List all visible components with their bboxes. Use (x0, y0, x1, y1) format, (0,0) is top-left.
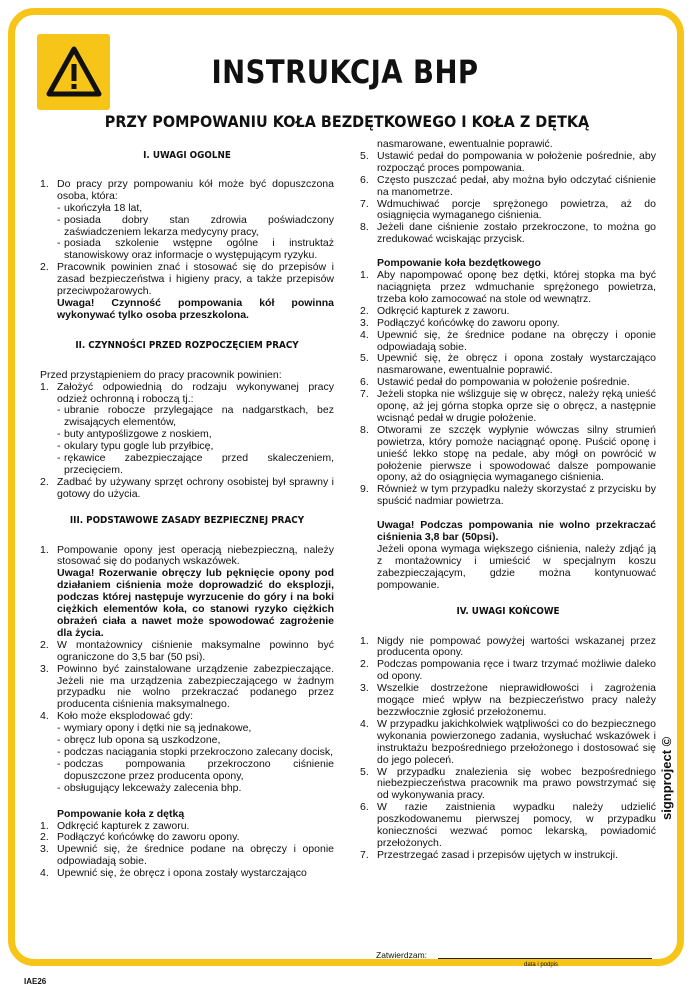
item-number: 3. (360, 316, 369, 329)
page-subtitle: PRZY POMPOWANIU KOŁA BEZDĘTKOWEGO I KOŁA Z DĘTKĄ (104, 112, 590, 131)
sub-item-text: podczas pompowania przekroczono ciśnienie dopuszczone przez producenta opony, (64, 757, 334, 782)
item-number: 9. (360, 483, 369, 496)
list-item (40, 640, 334, 664)
list-item (360, 802, 656, 850)
item-text: Założyć odpowiednią do rodzaju wykonywanej pracy odzież ochronną i roboczą tj.: (57, 380, 334, 405)
list-item (40, 868, 334, 880)
list-item (360, 222, 656, 246)
item-text: Często puszczać pedał, aby można było odczytać ciśnienie na manometrze. (377, 173, 656, 198)
warning-note: Uwaga! Podczas pompowania nie wolno przekraczać ciśnienia 3,8 bar (50psi). (377, 519, 656, 544)
sub-item: - rękawice zabezpieczające przed skaleczeniem, przecięciem. (57, 452, 334, 476)
item-text: Wszelkie dostrzeżone nieprawidłowości i zagrożenia mogące mieć wpływ na bezpieczeństwo pracy należy bezzwłocznie zgłosić przełożonemu. (377, 682, 656, 718)
warning-note: Uwaga! Czynność pompowania kół powinna wykonywać tylko osoba przeszkolona. (57, 296, 334, 321)
subheading-tube-tire: Pompowanie koła z dętką (57, 807, 185, 820)
item-text: Do pracy przy pompowaniu kół może być dopuszczona osoba, która: (57, 177, 334, 202)
list-item (360, 659, 656, 683)
signature-line (438, 958, 652, 959)
item-text: Jeżeli stopka nie wślizguje się w obręcz, należy ręką unieść oponę, aż jej górna stopka oprze się o obręcz, a następnie wcisnąć pedał w drugie położenie. (377, 388, 656, 424)
item-text: Nigdy nie pompować powyżej wartości wskazanej przez producenta opony. (377, 634, 656, 659)
warning-note-text: Jeżeli opona wymaga większego ciśnienia, należy zdjąć ją z montażownicy i umieścić w specjalnym koszu zabezpieczającym, gdzie można kontynuować pompowanie. (377, 543, 656, 591)
item-text: Odkręcić kapturek z zaworu. (57, 819, 190, 832)
item-text: Otworami ze szczęk wypłynie wówczas silny strumień powietrza, który pomoże naciągnąć oponę. Puścić oponę i unieść lekko stopę na pedale, aby mógł on powrócić w położenie pierwsze i spowodować dalsze pompowanie opony, aż do osiągnięcia wymaganego ciśnienia. (377, 423, 656, 484)
item-number: 7. (360, 848, 369, 861)
item-text: W przypadku znalezienia się wobec bezpośredniego niebezpieczeństwa pracownik ma prawo powstrzymać się od wykonywania pracy. (377, 765, 656, 802)
product-code: IAE26 (24, 977, 47, 986)
list-item (360, 425, 656, 485)
warning-triangle-icon (44, 44, 104, 100)
item-text: Ustawić pedał do pompowania w położenie pośrednie, aby rozpocząć proces pompowania. (377, 149, 656, 174)
sub-item: - posiada szkolenie wstępne ogólne i instruktaż stanowiskowy oraz informacje o występującym ryzyku. (57, 237, 334, 262)
sub-item-text: posiada szkolenie wstępne ogólne i instruktaż stanowiskowy oraz informacje o występującym ryzyku. (64, 237, 334, 262)
page-title: INSTRUKCJA BHP (211, 53, 479, 91)
item-text: Powinno być zainstalowane urządzenie zabezpieczające. Jeżeli nie ma urządzenia zabezpieczającego w żadnym przypadku nie wolno przekraczać podanego przez producenta ciśnienia maksymalnego. (57, 662, 334, 711)
list-item (360, 270, 656, 306)
list-item (360, 767, 656, 803)
item-number: 1. (360, 269, 369, 282)
item-continuation: nasmarowane, ewentualnie poprawić. (377, 139, 553, 150)
list-item (40, 545, 334, 569)
right-column (360, 139, 656, 947)
item-text: Podłączyć końcówkę do zaworu opony. (377, 316, 560, 329)
list-item (360, 719, 656, 767)
item-number: 3. (40, 843, 49, 856)
sub-item-text: rękawice zabezpieczające przed skaleczeniem, przecięciem. (64, 452, 334, 476)
item-number: 8. (360, 423, 369, 436)
sub-item-text: ukończyła 18 lat, (64, 201, 143, 214)
section-heading-3: III. PODSTAWOWE ZASADY BEZPIECZNEJ PRACY (69, 514, 305, 526)
item-text: Podczas pompowania ręce i twarz trzymać możliwie daleko od opony. (377, 658, 656, 683)
list-item (40, 262, 334, 298)
item-text: W przypadku jakichkolwiek wątpliwości co do bezpiecznego wykonania powierzonego zadania, wysłuchać wskazówek i instruktażu bezpośredniego przełożonego i dostosować się do jego poleceń. (377, 717, 656, 766)
item-text: Wdmuchiwać porcje sprężonego powietrza, aż do osiągnięcia wymaganego ciśnienia. (377, 197, 656, 222)
item-text: Zadbać by używany sprzęt ochrony osobistej był sprawny i gotowy do użycia. (57, 475, 334, 500)
list-item (360, 306, 656, 318)
item-text: Upewnić się, że obręcz i opona zostały wystarczająco (57, 867, 307, 880)
sub-item-text: podczas naciągania stopki przekroczono zalecany docisk, (64, 745, 334, 758)
item-number: 2. (40, 638, 49, 651)
item-text: Koło może eksplodować gdy: (57, 710, 193, 723)
item-number: 4. (40, 867, 49, 880)
sub-item: - ubranie robocze przylegające na nadgarstkach, bez zwisających elementów, (57, 404, 334, 429)
sub-item-text: posiada dobry stan zdrowia poświadczony zaświadczeniem lekarza medycyny pracy, (64, 213, 334, 238)
item-number: 7. (360, 388, 369, 401)
item-text: Aby napompować oponę bez dętki, której stopka ma być naciągnięta przez wdmuchanie sprężonego powietrza, trzeba koło zamocować na stole od wewnątrz. (377, 269, 656, 305)
list-item (360, 484, 656, 508)
sub-item-text: wymiary opony i dętki nie są jednakowe, (64, 722, 252, 735)
sub-item: - buty antypoślizgowe z noskiem, (40, 429, 334, 441)
list-item (40, 477, 334, 501)
item-text: Upewnić się, że obręcz i opona zostały wystarczająco nasmarowane, ewentualnie poprawić. (377, 352, 656, 377)
subheading-tubeless-tire: Pompowanie koła bezdętkowego (377, 257, 541, 270)
item-number: 2. (360, 658, 369, 671)
item-text: Upewnić się, że średnice podane na obręczy i oponie odpowiadają sobie. (377, 328, 656, 353)
list-item (360, 151, 656, 175)
item-number: 6. (360, 173, 369, 186)
item-number: 3. (40, 662, 49, 675)
sub-item: - podczas naciągania stopki przekroczono zalecany docisk, (57, 745, 334, 758)
sub-item-text: obręcz lub opona są uszkodzone, (64, 734, 221, 747)
sub-item: - ukończyła 18 lat, (40, 203, 334, 215)
section-intro: Przed przystąpieniem do pracy pracownik powinien: (40, 368, 282, 381)
item-number: 3. (360, 682, 369, 695)
item-number: 2. (360, 304, 369, 317)
item-number: 1. (40, 819, 49, 832)
sub-item: - okulary typu gogle lub przyłbicę, (40, 441, 334, 453)
section-heading-1: I. UWAGI OGÓLNE (143, 150, 231, 161)
item-number: 5. (360, 765, 369, 778)
date-signature-label: data i podpis (524, 962, 559, 968)
sub-item: - podczas pompowania przekroczono ciśnienie dopuszczone przez producenta opony, (57, 757, 334, 782)
item-text: W razie zaistnienia wypadku należy udzielić poszkodowanemu pierwszej pomocy, w przypadku konieczności wezwać pomoc lekarską, powiadomić przełożonych. (377, 801, 656, 849)
item-number: 7. (360, 197, 369, 210)
sub-item-text: buty antypoślizgowe z noskiem, (64, 428, 212, 441)
item-text: Upewnić się, że średnice podane na obręczy i oponie odpowiadają sobie. (57, 843, 334, 868)
item-text: Odkręcić kapturek z zaworu. (377, 304, 510, 317)
sub-item: - obsługujący lekceważy zalecenia bhp. (40, 783, 334, 795)
item-text: Przestrzegać zasad i przepisów ujętych w instrukcji. (377, 848, 619, 861)
item-number: 2. (40, 831, 49, 844)
list-item (360, 330, 656, 354)
item-number: 4. (40, 710, 49, 723)
item-number: 1. (40, 177, 49, 190)
warning-sign (37, 34, 110, 110)
section-heading-2: II. CZYNNOŚCI PRZED ROZPOCZĘCIEM PRACY (75, 339, 299, 351)
list-item (360, 389, 656, 425)
sub-item-text: okulary typu gogle lub przyłbicę, (64, 440, 214, 453)
list-item (40, 664, 334, 712)
item-text: Ustawić pedał do pompowania w położenie pośrednie. (377, 376, 630, 389)
list-item (360, 683, 656, 719)
item-number: 8. (360, 221, 369, 234)
list-item (360, 353, 656, 377)
item-text: Podłączyć końcówkę do zaworu opony. (57, 831, 240, 844)
item-number: 1. (40, 543, 49, 556)
item-number: 2. (40, 475, 49, 488)
item-number: 2. (40, 261, 49, 274)
item-number: 1. (360, 634, 369, 647)
list-item (360, 175, 656, 199)
item-number: 6. (360, 801, 369, 814)
sub-item: - wymiary opony i dętki nie są jednakowe, (40, 723, 334, 735)
item-text: Pompowanie opony jest operacją niebezpieczną, należy stosować się do podanych wskazówek. (57, 543, 334, 568)
list-item (360, 850, 656, 862)
item-number: 1. (40, 380, 49, 393)
item-text: W montażownicy ciśnienie maksymalne powinno być ograniczone do 3,5 bar (50 psi). (57, 638, 334, 663)
item-number: 5. (360, 149, 369, 162)
list-item (40, 844, 334, 868)
sub-item: - posiada dobry stan zdrowia poświadczony zaświadczeniem lekarza medycyny pracy, (57, 213, 334, 238)
list-item (360, 636, 656, 660)
left-column (40, 150, 334, 947)
list-item (360, 199, 656, 223)
sub-item: - obręcz lub opona są uszkodzone, (40, 735, 334, 747)
item-text: Jeżeli dane ciśnienie zostało przekroczone, to można go zredukować wciskając przycisk. (377, 221, 656, 246)
item-text: Pracownik powinien znać i stosować się do przepisów i zasad bezpieczeństwa i higieny pracy, a także przepisów przeciwpożarowych. (57, 261, 334, 298)
item-number: 5. (360, 352, 369, 365)
item-number: 4. (360, 328, 369, 341)
list-item (40, 179, 334, 203)
approve-label: Zatwierdzam: (376, 950, 428, 960)
item-number: 4. (360, 717, 369, 730)
sub-item-text: obsługujący lekceważy zalecenia bhp. (64, 781, 242, 794)
list-item (360, 318, 656, 330)
sub-item-text: ubranie robocze przylegające na nadgarstkach, bez zwisających elementów, (64, 404, 334, 429)
section-heading-4: IV. UWAGI KOŃCOWE (456, 605, 560, 617)
list-item (40, 382, 334, 406)
warning-note: Uwaga! Rozerwanie obręczy lub pęknięcie opony pod działaniem ciśnienia może doprowadzić do eksplozji, podczas której następuje wyrzucenie do góry i na boki ciężkich elementów koła, co stanowi ryzyko ciężkich obrażeń ciała a nawet może spowodować zagrożenie dla życia. (57, 567, 334, 639)
brand-text: signproject © (659, 736, 674, 820)
item-text: Również w tym przypadku należy skorzystać z przycisku by spuścić nadmiar powietrza. (377, 483, 656, 508)
item-number: 6. (360, 376, 369, 389)
